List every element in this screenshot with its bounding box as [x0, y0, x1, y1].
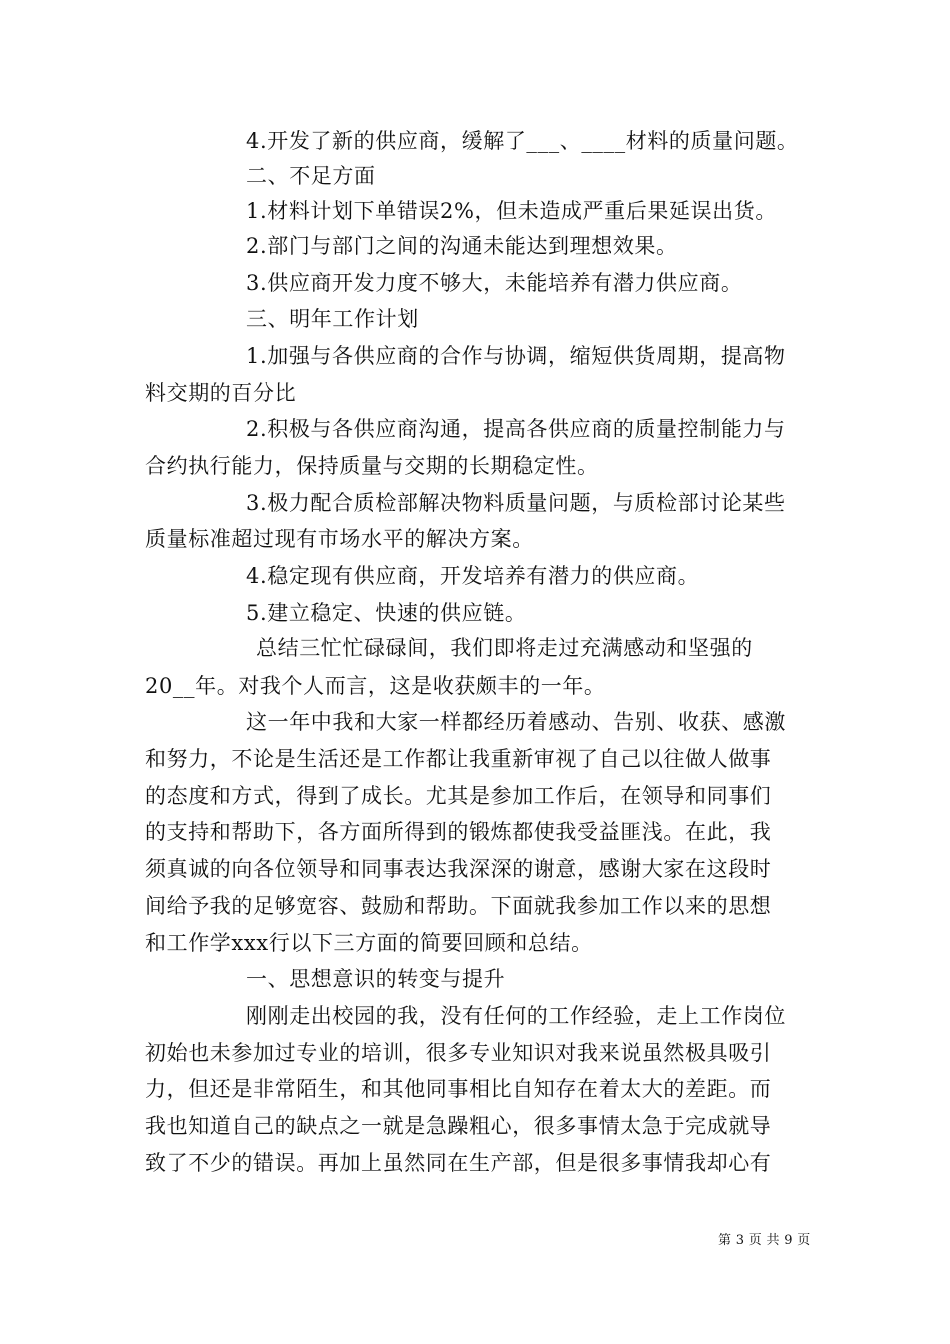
section-heading: 一、思想意识的转变与提升 [246, 967, 506, 991]
section-heading: 三、明年工作计划 [246, 307, 419, 331]
text-line: 20__年。对我个人而言，这是收获颇丰的一年。 [145, 674, 606, 698]
text-line: 的支持和帮助下，各方面所得到的锻炼都使我受益匪浅。在此，我 [145, 820, 772, 844]
text-line: 这一年中我和大家一样都经历着感动、告别、收获、感激 [246, 710, 786, 734]
text-line: 质量标准超过现有市场水平的解决方案。 [145, 527, 534, 551]
text-line: 力，但还是非常陌生，和其他同事相比自知存在着太大的差距。而 [145, 1077, 772, 1101]
text-line: 3.极力配合质检部解决物料质量问题，与质检部讨论某些 [246, 491, 786, 515]
text-line: 2.积极与各供应商沟通，提高各供应商的质量控制能力与 [246, 417, 786, 441]
text-line: 2.部门与部门之间的沟通未能达到理想效果。 [246, 234, 678, 258]
text-line: 我也知道自己的缺点之一就是急躁粗心，很多事情太急于完成就导 [145, 1114, 772, 1138]
text-line: 致了不少的错误。再加上虽然同在生产部，但是很多事情我却心有 [145, 1151, 772, 1175]
text-line: 合约执行能力，保持质量与交期的长期稳定性。 [145, 454, 599, 478]
text-line: 刚刚走出校园的我，没有任何的工作经验，走上工作岗位 [246, 1004, 786, 1028]
text-line: 料交期的百分比 [145, 381, 297, 405]
text-line: 须真诚的向各位领导和同事表达我深深的谢意，感谢大家在这段时 [145, 857, 772, 881]
text-line: 1.加强与各供应商的合作与协调，缩短供货周期，提高物 [246, 344, 786, 368]
text-line: 和工作学xxx行以下三方面的简要回顾和总结。 [145, 931, 593, 955]
text-line: 1.材料计划下单错误2%，但未造成严重后果延误出货。 [246, 199, 777, 223]
text-line: 4.稳定现有供应商，开发培养有潜力的供应商。 [246, 564, 700, 588]
section-heading: 二、不足方面 [246, 164, 376, 188]
text-line: 初始也未参加过专业的培训，很多专业知识对我来说虽然极具吸引 [145, 1041, 772, 1065]
text-line: 5.建立稳定、快速的供应链。 [246, 601, 527, 625]
text-line: 总结三忙忙碌碌间，我们即将走过充满感动和坚强的 [256, 636, 753, 660]
text-line: 和努力，不论是生活还是工作都让我重新审视了自己以往做人做事 [145, 747, 772, 771]
page-number: 第 3 页 共 9 页 [718, 1233, 811, 1248]
text-line: 3.供应商开发力度不够大，未能培养有潜力供应商。 [246, 271, 743, 295]
text-line: 间给予我的足够宽容、鼓励和帮助。下面就我参加工作以来的思想 [145, 894, 772, 918]
text-line: 4.开发了新的供应商，缓解了___、____材料的质量问题。 [246, 129, 799, 153]
text-line: 的态度和方式，得到了成长。尤其是参加工作后，在领导和同事们 [145, 784, 772, 808]
